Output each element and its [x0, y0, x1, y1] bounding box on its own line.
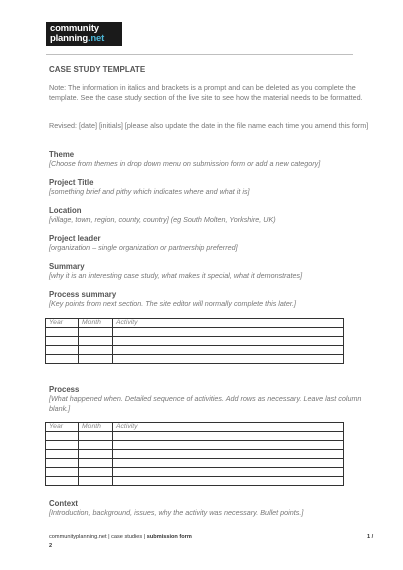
summary-heading: Summary [49, 262, 85, 271]
revised-paragraph: Revised: [date] [initials] [please also update the date in the file name each time you amend this form] [49, 121, 369, 130]
context-prompt: [Introduction, background, issues, why the activity was necessary. Bullet points.] [49, 508, 304, 517]
note-paragraph: Note: The information in italics and brackets is a prompt and can be deleted as you complete the template. See the case study section of the live site to see how the material needs to be formatted. [49, 83, 363, 102]
logo-line-1: community [50, 23, 99, 34]
theme-prompt: [Choose from themes in drop down menu on submission form or add a new category] [49, 159, 321, 168]
table-row [46, 441, 344, 450]
header-year: Year [46, 319, 79, 328]
process-prompt: [What happened when. Detailed sequence of activities. Add rows as necessary. Leave last column blank.] [49, 394, 362, 413]
header-month: Month [79, 423, 113, 432]
project-title-heading: Project Title [49, 178, 94, 187]
summary-prompt: [why it is an interesting case study, what makes it special, what it demonstrates] [49, 271, 303, 280]
table-row [46, 328, 344, 337]
table-row [46, 468, 344, 477]
footer-section: case studies [111, 534, 143, 540]
logo-line-2: planning.net [50, 33, 105, 44]
page-total: 2 [49, 543, 53, 549]
header-activity: Activity [113, 423, 344, 432]
table-row [46, 346, 344, 355]
header-month: Month [79, 319, 113, 328]
location-heading: Location [49, 206, 82, 215]
table-header-row [46, 319, 344, 328]
community-planning-logo [46, 22, 122, 46]
table-row [46, 477, 344, 486]
header-activity: Activity [113, 319, 344, 328]
footer: communityplanning.net | case studies | submission form [49, 534, 192, 540]
footer-form: submission form [146, 534, 192, 540]
project-title-prompt: [something brief and pithy which indicates where and what it is] [49, 187, 250, 196]
page-title: CASE STUDY TEMPLATE [49, 65, 146, 74]
header-rule [46, 54, 353, 55]
page-number: 1 / [367, 534, 374, 540]
project-leader-heading: Project leader [49, 234, 101, 243]
footer-site: communityplanning.net [49, 534, 107, 540]
table-row [46, 355, 344, 364]
header-year: Year [46, 423, 79, 432]
table-row [46, 459, 344, 468]
table-header-row [46, 423, 344, 432]
table-row [46, 337, 344, 346]
process-table [45, 422, 344, 486]
location-prompt: [village, town, region, county, country] (eg South Molten, Yorkshire, UK) [49, 215, 276, 224]
table-row [46, 450, 344, 459]
theme-heading: Theme [49, 150, 75, 159]
process-summary-table [45, 318, 344, 364]
process-heading: Process [49, 385, 80, 394]
project-leader-prompt: [organization – single organization or partnership preferred] [49, 243, 238, 252]
context-heading: Context [49, 499, 79, 508]
table-row [46, 432, 344, 441]
process-summary-heading: Process summary [49, 290, 117, 299]
process-summary-prompt: [Key points from next section. The site editor will normally complete this later.] [49, 299, 297, 308]
